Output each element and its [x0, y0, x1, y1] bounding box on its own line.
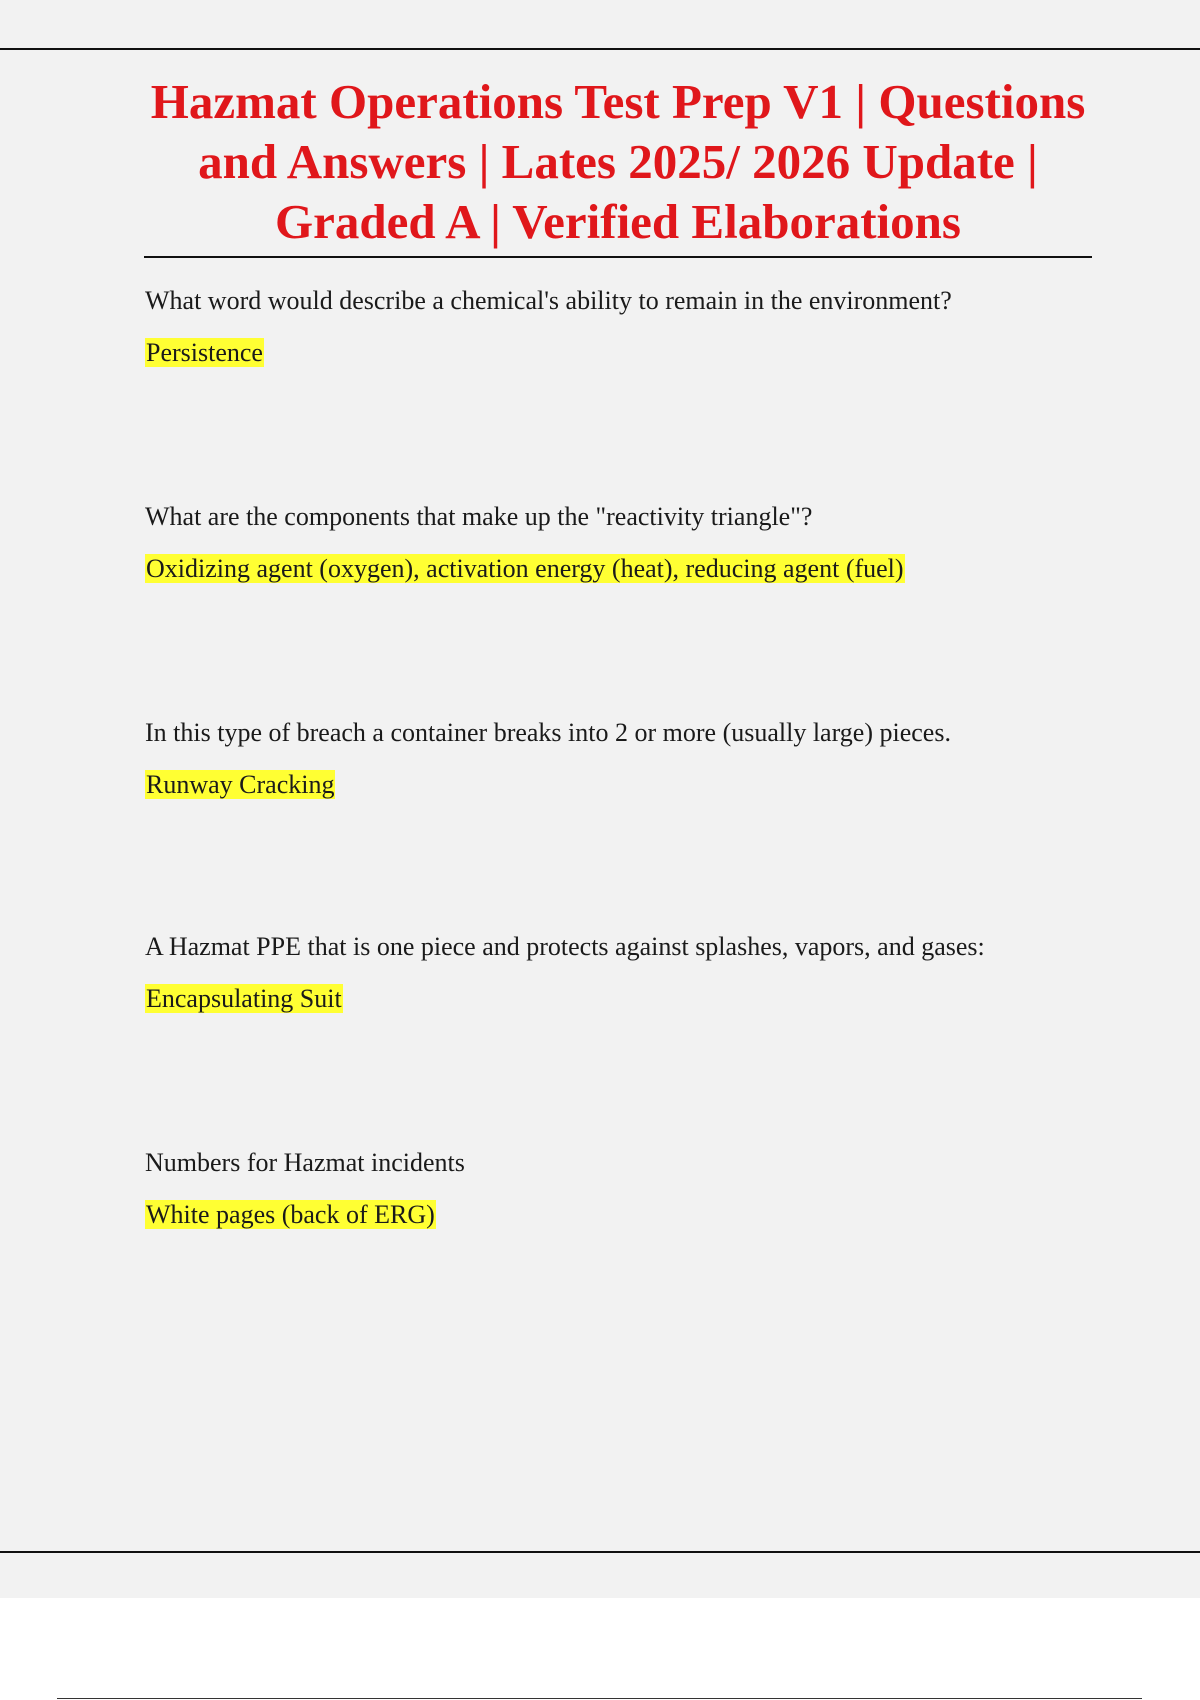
qa-item-4	[145, 931, 1145, 1015]
qa-item-2	[145, 501, 1145, 585]
answer-text	[145, 769, 1145, 801]
document-title: Hazmat Operations Test Prep V1 | Questions and Answers | Lates 2025/ 2026 Update | Graded A | Verified Elaborations	[150, 74, 1086, 249]
question-text: What are the components that make up the "reactivity triangle"?	[145, 502, 813, 531]
qa-item-5	[145, 1147, 1145, 1231]
answer-text	[145, 983, 1145, 1015]
question-text: A Hazmat PPE that is one piece and protects against splashes, vapors, and gases:	[145, 932, 985, 961]
qa-item-3	[145, 717, 1145, 801]
next-page-rule	[57, 1698, 1142, 1699]
answer-highlight: White pages (back of ERG)	[146, 1200, 435, 1229]
answer-text	[145, 337, 1145, 369]
title-block	[144, 72, 1092, 258]
answer-text	[145, 553, 1145, 585]
answer-highlight: Persistence	[146, 338, 263, 367]
question-text: What word would describe a chemical's ability to remain in the environment?	[145, 286, 952, 315]
answer-highlight: Runway Cracking	[146, 770, 335, 799]
question-text: In this type of breach a container breaks into 2 or more (usually large) pieces.	[145, 718, 951, 747]
question-text: Numbers for Hazmat incidents	[145, 1148, 465, 1177]
qa-item-1	[145, 285, 1145, 369]
page-top-rule	[0, 48, 1200, 50]
answer-text	[145, 1199, 1145, 1231]
page-bottom-rule	[0, 1551, 1200, 1553]
answer-highlight: Encapsulating Suit	[146, 984, 342, 1013]
answer-highlight: Oxidizing agent (oxygen), activation energy (heat), reducing agent (fuel)	[146, 554, 904, 583]
